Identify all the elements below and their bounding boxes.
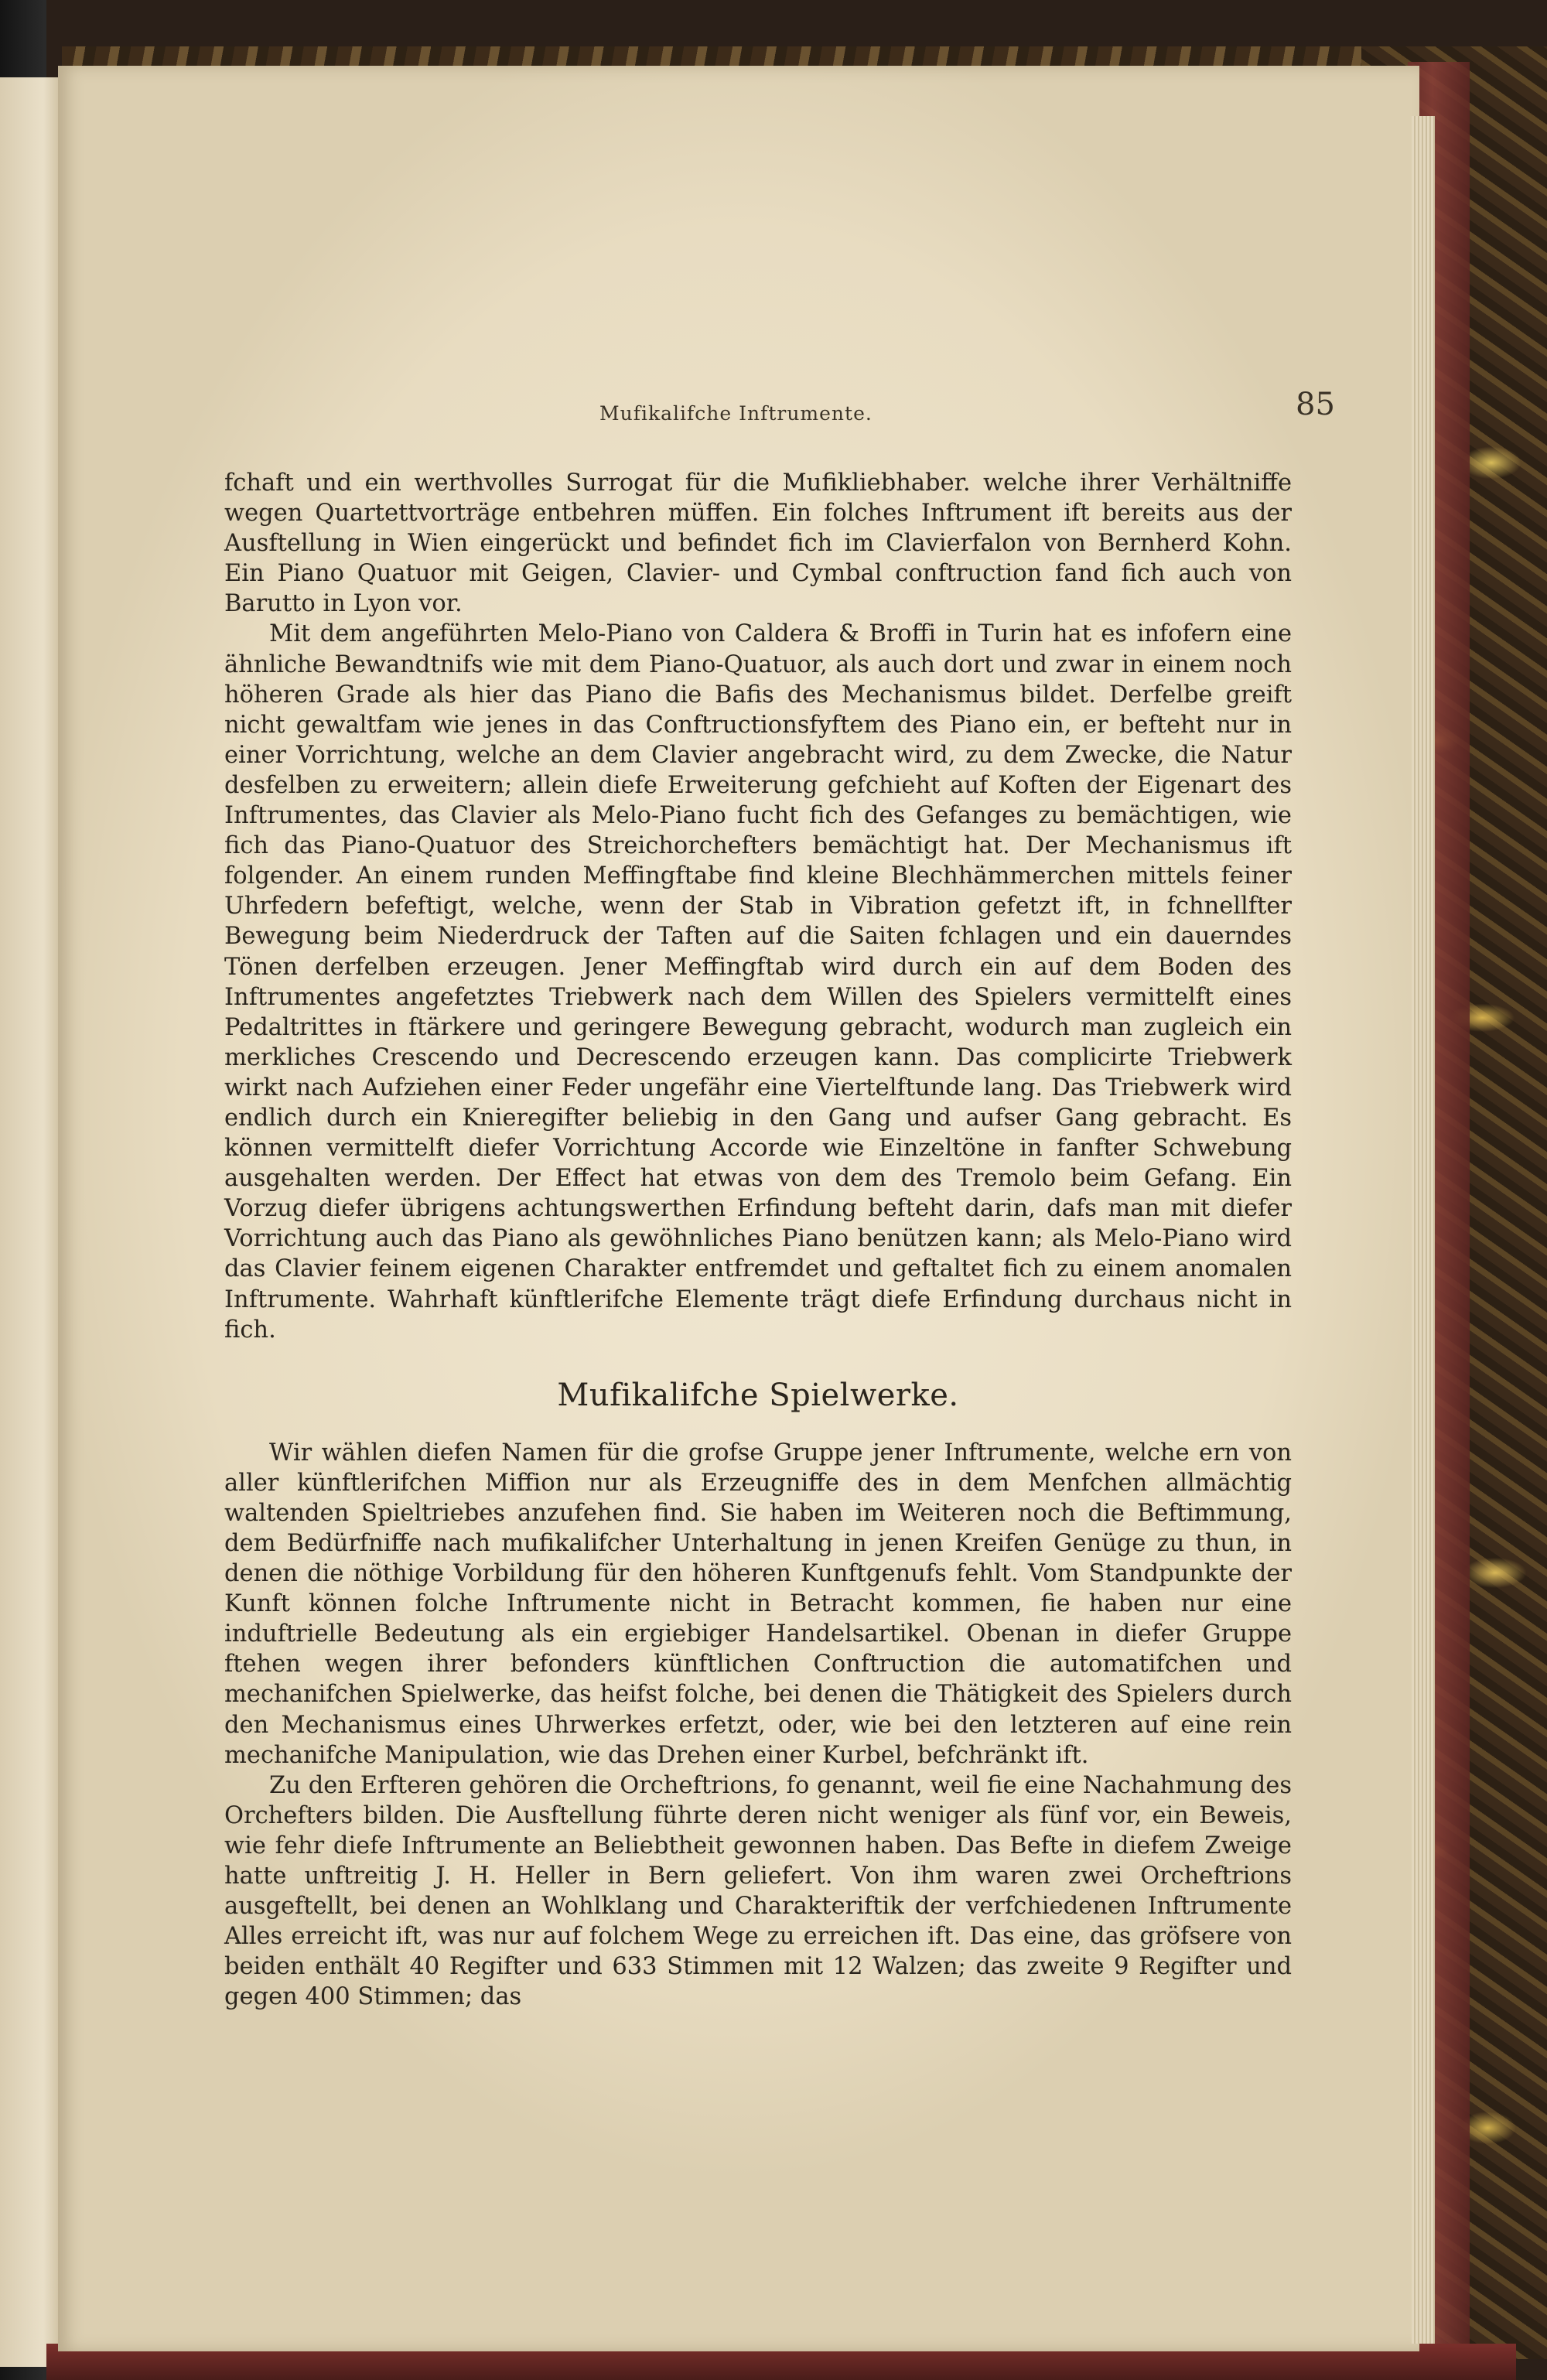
previous-page-edge: [0, 77, 62, 2367]
paragraph: fchaft und ein werthvolles Surrogat für die Mufikliebhaber. welche ihrer Verhältniffe wegen Quartettvorträge entbehren müffen. Ein folches Inftrument ift bereits aus der Ausftellung in Wien eingerückt und befindet fich im Clavierfalon von Bernherd Kohn. Ein Piano Quatuor mit Geigen, Clavier- und Cymbal conftruction fand fich auch von Barutto in Lyon vor.: [224, 470, 1292, 618]
page-header: [58, 325, 1419, 425]
page-number: 85: [1296, 387, 1335, 422]
page-stack-edge: [1412, 116, 1435, 2344]
paragraph: Zu den Erfteren gehören die Orcheftrions, fo genannt, weil fie eine Nachahmung des Orchefters bilden. Die Ausftellung führte deren nicht weniger als fünf vor, ein Beweis, wie fehr diefe Inftrumente an Beliebtheit gewonnen haben. Das Befte in diefem Zweige hatte unftreitig J. H. Heller in Bern geliefert. Von ihm waren zwei Orcheftrions ausgeftellt, bei denen an Wohlklang und Charakteriftik der verfchiedenen Inftrumente Alles erreicht ift, was nur auf folchem Wege zu erreichen ift. Das eine, das gröfsere von beiden enthält 40 Regifter und 633 Stimmen mit 12 Walzen; das zweite 9 Regifter und gegen 400 Stimmen; das: [224, 1771, 1292, 2011]
running-title: Mufikalifche Inftrumente.: [599, 402, 873, 425]
paragraph: Mit dem angeführten Melo-Piano von Caldera & Broffi in Turin hat es infofern eine ähnliche Bewandtnifs wie mit dem Piano-Quatuor, als auch dort und zwar in einem noch höheren Grade als hier das Piano die Bafis des Mechanismus bildet. Derfelbe greift nicht gewaltfam wie jenes in das Conftructionsfyftem des Piano ein, er befteht nur in einer Vorrichtung, welche an dem Clavier angebracht wird, zu dem Zwecke, die Natur desfelben zu erweitern; allein diefe Erweiterung gefchieht auf Koften der Eigenart des Inftrumentes, das Clavier als Melo-Piano fucht fich des Gefanges zu bemächtigen, wie fich das Piano-Quatuor des Streichorchefters bemächtigt hat. Der Mechanismus ift folgender. An einem runden Meffingftabe find kleine Blechhämmerchen mittels feiner Uhrfedern befeftigt, welche, wenn der Stab in Vibration gefetzt ift, in fchnellfter Bewegung beim Niederdruck der Taften auf die Saiten fchlagen und ein dauerndes Tönen derfelben erzeugen. Jener Meffingftab wird durch ein auf dem Boden des Inftrumentes angefetztes Triebwerk nach dem Willen des Spielers vermittelft eines Pedaltrittes in ftärkere und geringere Bewegung gebracht, wodurch man zugleich ein merkliches Crescendo und Decrescendo erzeugen kann. Das complicirte Triebwerk wirkt nach Aufziehen einer Feder ungefähr eine Viertelftunde lang. Das Triebwerk wird endlich durch ein Knieregifter beliebig in den Gang und aufser Gang gebracht. Es können vermittelft diefer Vorrichtung Accorde wie Einzeltöne in fanfter Schwebung ausgehalten werden. Der Effect hat etwas von dem des Tremolo beim Gefang. Ein Vorzug diefer übrigens achtungswerthen Erfindung befteht darin, dafs man mit diefer Vorrichtung auch das Piano als gewöhnliches Piano benützen kann; als Melo-Piano wird das Clavier feinem eigenen Charakter entfremdet und geftaltet fich zu einem anomalen Inftrumente. Wahrhaft künftlerifche Elemente trägt diefe Erfindung durchaus nicht in fich.: [224, 620, 1292, 1344]
section-heading: Mufikalifche Spielwerke.: [557, 1377, 959, 1413]
paragraph: Wir wählen diefen Namen für die grofse Gruppe jener Inftrumente, welche ern von aller künftlerifchen Miffion nur als Erzeugniffe des in dem Menfchen allmächtig waltenden Spieltriebes anzufehen find. Sie haben im Weiteren noch die Beftimmung, dem Bedürfniffe nach mufikalifcher Unterhaltung in jenen Kreifen Genüge zu thun, in denen die nöthige Vorbildung für den höheren Kunftgenufs fehlt. Vom Standpunkte der Kunft können folche Inftrumente nicht in Betracht kommen, fie haben nur eine induftrielle Bedeutung als ein ergiebiger Handelsartikel. Obenan in diefer Gruppe ftehen wegen ihrer befonders künftlichen Conftruction die automatifchen und mechanifchen Spielwerke, das heifst folche, bei denen die Thätigkeit des Spielers durch den Mechanismus eines Uhrwerkes erfetzt, oder, wie bei den letzteren auf eine rein mechanifche Manipulation, wie das Drehen einer Kurbel, befchränkt ift.: [224, 1439, 1292, 1769]
book-page: [58, 66, 1419, 2351]
body-text: [224, 468, 1292, 2013]
